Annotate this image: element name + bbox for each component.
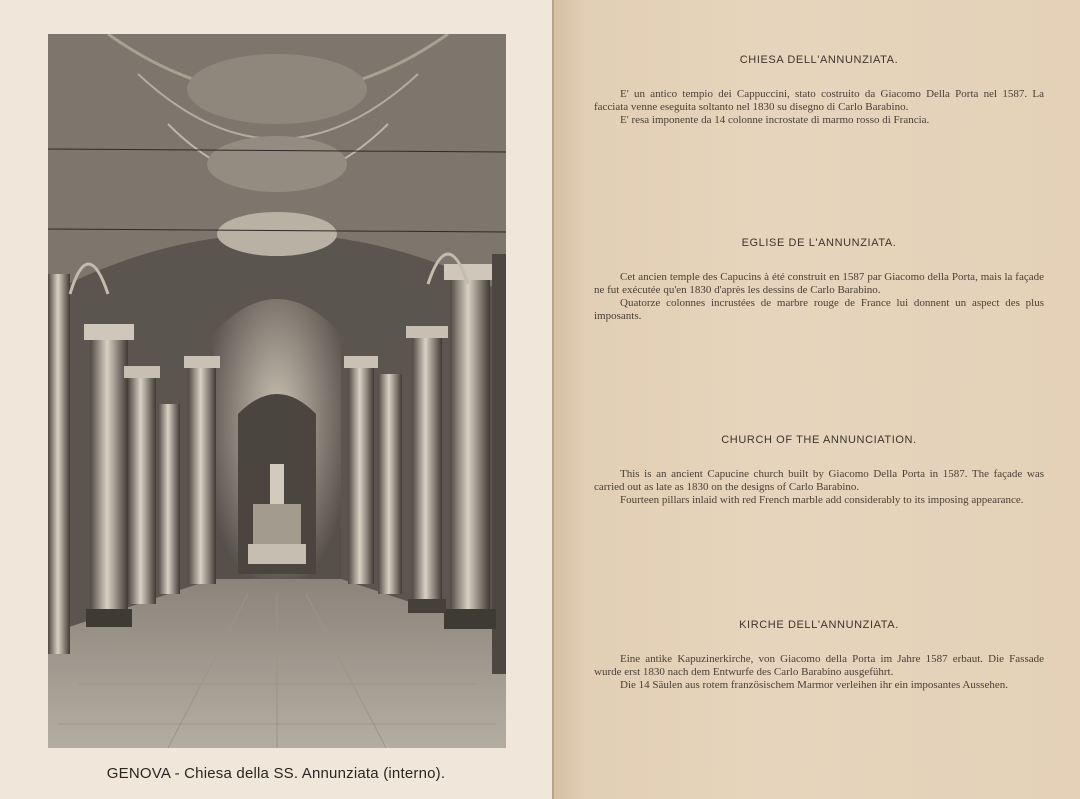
- section-heading: CHURCH OF THE ANNUNCIATION.: [721, 434, 917, 446]
- section-heading: EGLISE DE L'ANNUNZIATA.: [741, 237, 897, 249]
- section-paragraph: This is an ancient Capucine church built by Giacomo Della Porta in 1587. The façade was carried out as late as 1830 on the designs of Carlo Barabino.: [594, 468, 1044, 493]
- section-paragraph: Quatorze colonnes incrustées de marbre rouge de France lui donnent un aspect des plus imposants.: [594, 297, 1044, 322]
- section-paragraph: Eine antike Kapuzinerkirche, von Giacomo della Porta im Jahre 1587 erbaut. Die Fassade wurde erst 1830 nach dem Entwurfe des Carlo Barabino ausgeführt.: [594, 653, 1044, 678]
- section-paragraph: E' un antico tempio dei Cappuccini, stato costruito da Giacomo Della Porta nel 1587. La facciata venne eseguita soltanto nel 1830 su disegno di Carlo Barabino.: [594, 88, 1044, 113]
- section-paragraph: Cet ancien temple des Capucins à été construit en 1587 par Giacomo della Porta, mais la façade ne fut exécutée qu'en 1830 d'après les dessins de Carlo Barabino.: [594, 271, 1044, 296]
- section-paragraph: E' resa imponente da 14 colonne incrostate di marmo rosso di Francia.: [620, 114, 930, 126]
- section-english: [594, 434, 1044, 507]
- section-paragraph: Fourteen pillars inlaid with red French marble add considerably to its imposing appearance.: [620, 494, 1024, 506]
- section-heading: CHIESA DELL'ANNUNZIATA.: [739, 54, 899, 66]
- section-italian: [594, 54, 1044, 127]
- church-interior-photo: [48, 34, 506, 748]
- photo-caption: GENOVA - Chiesa della SS. Annunziata (interno).: [106, 765, 446, 782]
- section-german: [594, 619, 1044, 692]
- section-paragraph: Die 14 Säulen aus rotem französischem Marmor verleihen ihr ein imposantes Aussehen.: [620, 679, 1008, 691]
- section-french: [594, 237, 1044, 323]
- section-heading: KIRCHE DELL'ANNUNZIATA.: [739, 619, 899, 631]
